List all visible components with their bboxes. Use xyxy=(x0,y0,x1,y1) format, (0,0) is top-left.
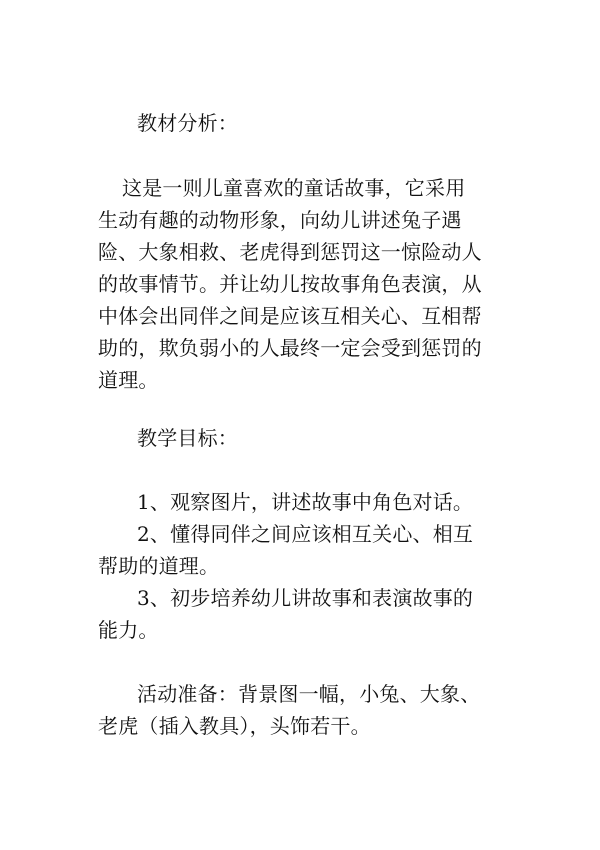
goal-line-2: 2、懂得同伴之间应该相互关心、相互 xyxy=(137,522,474,546)
analysis-line-3: 险、大象相救、老虎得到惩罚这一惊险动人 xyxy=(98,240,482,264)
analysis-line-4: 的故事情节。并让幼儿按故事角色表演，从 xyxy=(98,272,482,296)
analysis-line-5: 中体会出同伴之间是应该互相关心、互相帮 xyxy=(98,304,482,328)
analysis-heading: 教材分析： xyxy=(137,111,238,135)
goal-line-4: 3、初步培养幼儿讲故事和表演故事的 xyxy=(137,586,474,610)
goals-heading: 教学目标： xyxy=(137,426,238,450)
goal-line-5: 能力。 xyxy=(98,618,159,642)
analysis-line-2: 生动有趣的动物形象，向幼儿讲述兔子遇 xyxy=(98,208,462,232)
analysis-line-1: 这是一则儿童喜欢的童话故事，它采用 xyxy=(122,176,466,200)
prep-line-1: 活动准备：背景图一幅，小兔、大象、 xyxy=(137,682,481,706)
prep-line-2: 老虎（插入教具），头饰若干。 xyxy=(98,714,371,738)
goal-line-1: 1、观察图片，讲述故事中角色对话。 xyxy=(137,490,474,514)
analysis-line-7: 道理。 xyxy=(98,368,159,392)
analysis-line-6: 助的，欺负弱小的人最终一定会受到惩罚的 xyxy=(98,336,482,360)
goal-line-3: 帮助的道理。 xyxy=(98,554,220,578)
